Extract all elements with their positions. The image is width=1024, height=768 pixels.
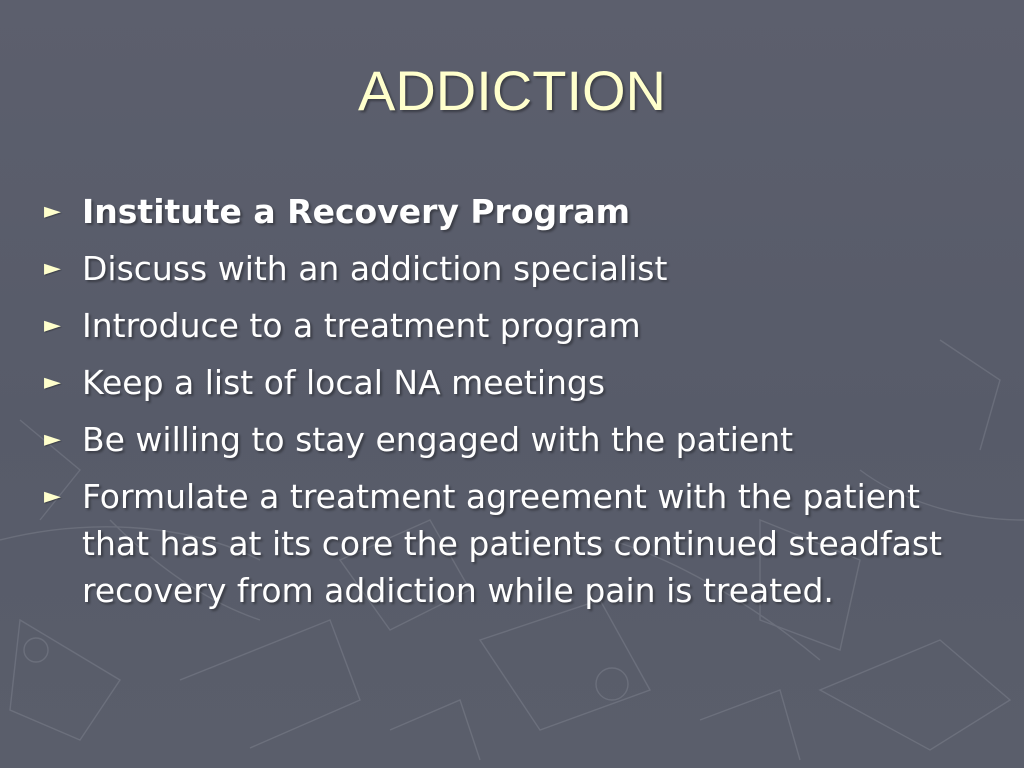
bullet-text: Introduce to a treatment program xyxy=(82,306,641,345)
bullet-item-5 xyxy=(44,416,984,463)
triangle-bullet-icon: ► xyxy=(44,313,61,338)
bullet-text: Keep a list of local NA meetings xyxy=(82,363,606,402)
bullet-text: Institute a Recovery Program xyxy=(82,192,631,231)
slide-title: ADDICTION xyxy=(358,59,666,122)
triangle-bullet-icon: ► xyxy=(44,427,61,452)
bullet-item-6 xyxy=(44,473,984,614)
bullet-item-4 xyxy=(44,359,984,406)
bullet-text: Discuss with an addiction specialist xyxy=(82,249,668,288)
bullet-text: Formulate a treatment agreement with the patient that has at its core the patients continued steadfast recovery from addiction while pain is treated. xyxy=(82,477,942,610)
triangle-bullet-icon: ► xyxy=(44,370,61,395)
bullet-text: Be willing to stay engaged with the patient xyxy=(82,420,794,459)
bullet-item-3 xyxy=(44,302,984,349)
triangle-bullet-icon: ► xyxy=(44,256,61,281)
triangle-bullet-icon: ► xyxy=(44,199,61,224)
bullet-item-1 xyxy=(44,188,984,235)
bullet-list xyxy=(44,188,984,614)
triangle-bullet-icon: ► xyxy=(44,484,61,509)
bullet-item-2 xyxy=(44,245,984,292)
